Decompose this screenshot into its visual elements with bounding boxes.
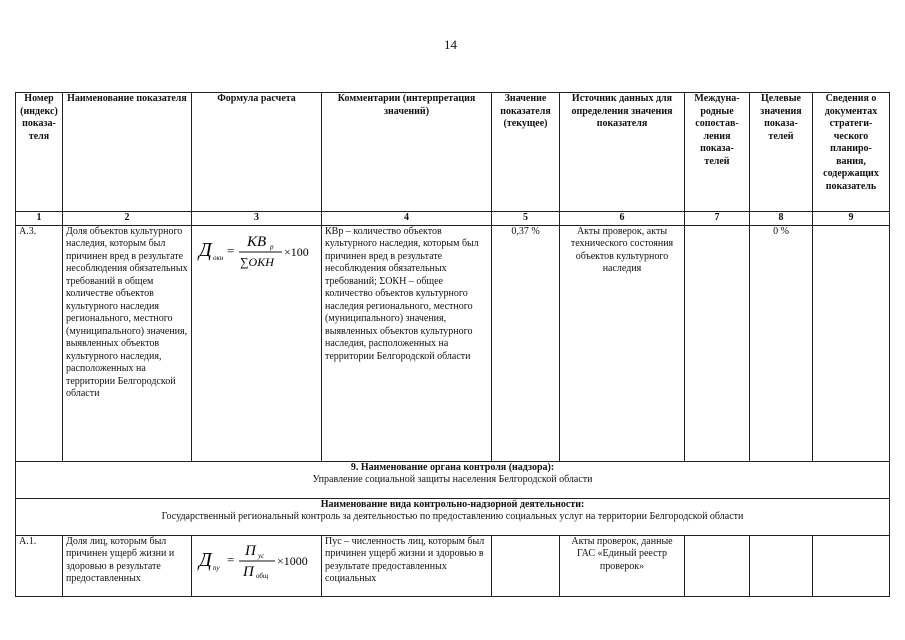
formula-lhs: Д	[199, 238, 212, 261]
comment-cell: Пус – численность лиц, которым был причинен ущерб жизни и здоровью в результате предоставленных социальных	[322, 535, 492, 596]
formula-num-sub: р	[270, 242, 274, 251]
value-cell	[492, 535, 560, 596]
documents-cell	[813, 225, 890, 461]
header-international: Междуна-родные сопостав-ления показа-телей	[685, 93, 750, 212]
formula-equals: =	[227, 551, 235, 567]
control-type	[16, 498, 890, 535]
formula-lhs-sub: окн	[213, 253, 224, 262]
formula-den: П	[243, 563, 254, 580]
comment-cell: КВр – количество объектов культурного наследия, которым был причинен вред в результате несоблюдения обязательных требований; ΣОКН – общее количество объектов культурного наследия регионального, местного (муниципального) значения, выявленных объектов культурного наследия, расположенных на территории Белгородской области	[322, 225, 492, 461]
indicators-table	[15, 92, 890, 597]
table-row-a1	[16, 535, 890, 596]
row-index: А.3.	[16, 225, 63, 461]
formula-num: П	[245, 542, 256, 559]
col-number: 5	[492, 212, 560, 226]
header-source: Источник данных для определения значения показателя	[560, 93, 685, 212]
formula-den-sub: общ	[256, 571, 269, 580]
col-number: 6	[560, 212, 685, 226]
formula-cell	[192, 225, 322, 461]
header-index: Номер (индекс) показа-теля	[16, 93, 63, 212]
indicator-name: Доля объектов культурного наследия, которым был причинен вред в результате несоблюдения обязательных требований в общем количестве объектов культурного наследия регионального, местного (муниципального) значения, выявленных объектов культурного наследия, расположенных на территории Белгородской области	[63, 225, 192, 461]
col-number: 4	[322, 212, 492, 226]
section-9-title: 9. Наименование органа контроля (надзора):	[350, 461, 555, 473]
col-number: 1	[16, 212, 63, 226]
formula-mult: ×100	[284, 244, 309, 259]
source-cell: Акты проверок, акты технического состояния объектов культурного наследия	[560, 225, 685, 461]
col-number: 2	[63, 212, 192, 226]
formula-mult: ×1000	[277, 553, 308, 568]
formula-equals: =	[227, 242, 235, 258]
control-type-title: Наименование вида контрольно-надзорной деятельности:	[320, 498, 585, 510]
international-cell	[685, 225, 750, 461]
header-value: Значение показателя (текущее)	[492, 93, 560, 212]
documents-cell	[813, 535, 890, 596]
formula-pu	[195, 536, 317, 580]
target-cell: 0 %	[750, 225, 813, 461]
section-9-row	[16, 461, 890, 498]
col-number: 7	[685, 212, 750, 226]
formula-cell	[192, 535, 322, 596]
source-cell: Акты проверок, данные ГАС «Единый реестр проверок»	[560, 535, 685, 596]
value-cell: 0,37 %	[492, 225, 560, 461]
control-type-text: Государственный региональный контроль за деятельностью по предоставлению социальных услуг на территории Белгородской области	[161, 511, 744, 522]
section-9-text: Управление социальной защиты населения Белгородской области	[312, 474, 593, 485]
col-number: 8	[750, 212, 813, 226]
international-cell	[685, 535, 750, 596]
formula-den: ∑ОКН	[240, 254, 274, 269]
target-cell	[750, 535, 813, 596]
formula-num-sub: ус	[258, 551, 265, 560]
formula-num: КВ	[247, 233, 267, 250]
indicator-name: Доля лиц, которым был причинен ущерб жизни и здоровью в результате предоставленных	[63, 535, 192, 596]
column-number-row	[16, 212, 890, 226]
header-comment: Комментарии (интерпретация значений)	[322, 93, 492, 212]
page-number: 14	[444, 37, 457, 52]
section-9	[16, 461, 890, 498]
header-row	[16, 93, 890, 212]
formula-lhs: Д	[199, 548, 212, 571]
header-documents: Сведения о документах стратеги-ческого планиро-вания, содержащих показатель	[813, 93, 890, 212]
col-number: 9	[813, 212, 890, 226]
formula-lhs-sub: пу	[213, 563, 220, 572]
header-target: Целевые значения показа-телей	[750, 93, 813, 212]
col-number: 3	[192, 212, 322, 226]
table-row-a3	[16, 225, 890, 461]
row-index: А.1.	[16, 535, 63, 596]
header-formula: Формула расчета	[192, 93, 322, 212]
formula-okn	[195, 228, 317, 272]
header-name: Наименование показателя	[63, 93, 192, 212]
control-type-row	[16, 498, 890, 535]
